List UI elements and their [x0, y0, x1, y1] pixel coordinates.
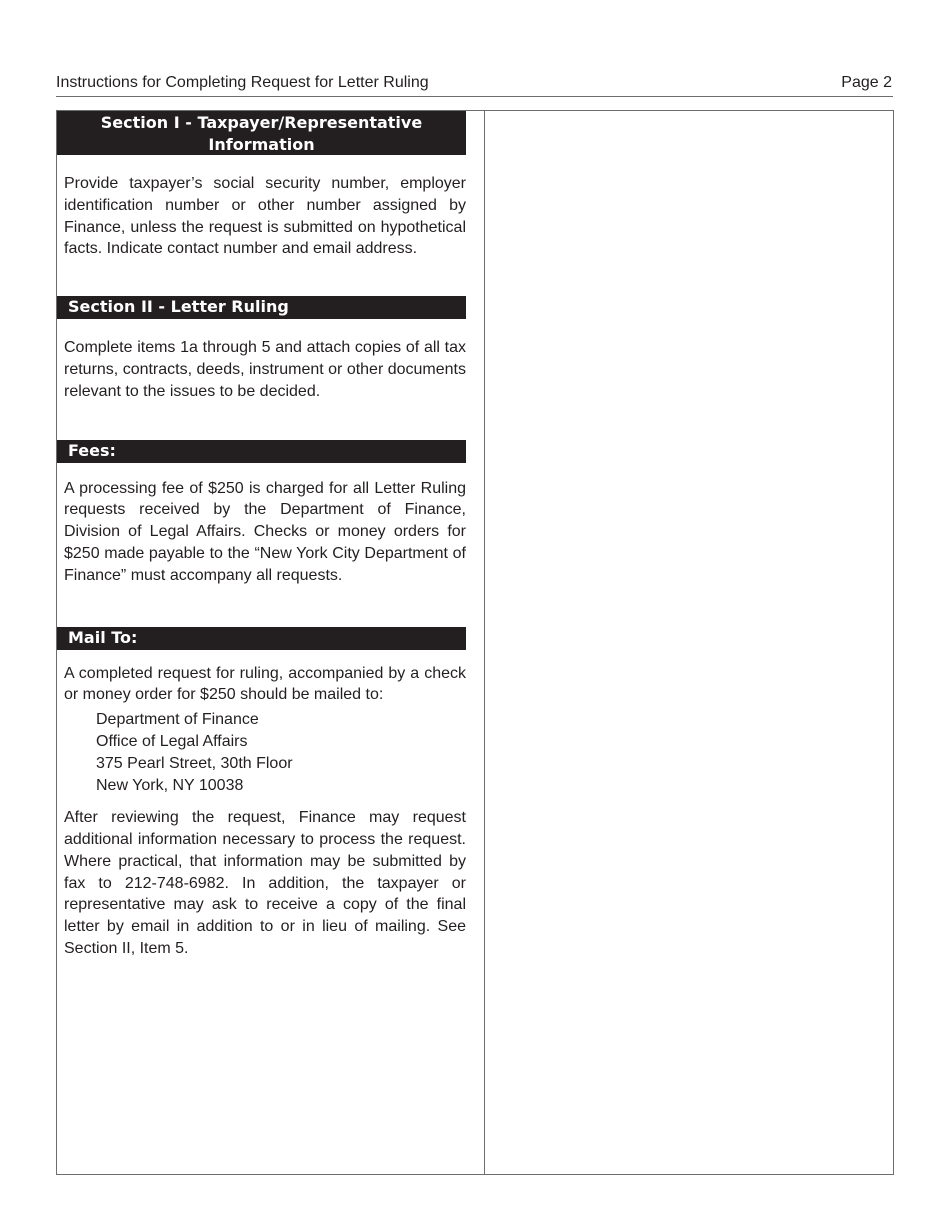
- section-1-body: Provide taxpayer’s social security number, employer identification number or other number assigned by Finance, unless the request is submitted on hypothetical facts. Indicate contact number and email address.: [64, 175, 466, 258]
- mail-to-intro: A completed request for ruling, accompanied by a check or money order for $250 should be mailed to:: [64, 664, 466, 704]
- mailing-address: [57, 709, 466, 797]
- address-line: Department of Finance: [96, 711, 259, 729]
- after-review-paragraph: After reviewing the request, Finance may request additional information necessary to process the request. Where practical, that information may be submitted by fax to 212-748-6982. In addition, the taxpayer or representative may ask to receive a copy of the final letter by email in addition to or in lieu of mailing. See Section II, Item 5.: [64, 809, 466, 957]
- fees-heading: Fees:: [57, 440, 466, 463]
- page-header: [56, 72, 893, 97]
- mail-to-heading: Mail To:: [57, 627, 466, 650]
- section-1-heading: Section I - Taxpayer/Representative Information: [57, 111, 466, 155]
- address-line: New York, NY 10038: [96, 777, 244, 795]
- section-2-heading: Section II - Letter Ruling: [57, 296, 466, 319]
- column-divider: [484, 110, 485, 1175]
- fees-body: A processing fee of $250 is charged for all Letter Ruling requests received by the Department of Finance, Division of Legal Affairs. Checks or money orders for $250 made payable to the “New York City Department of Finance” must accompany all requests.: [64, 479, 466, 584]
- document-title: Instructions for Completing Request for Letter Ruling: [56, 74, 429, 91]
- address-line: Office of Legal Affairs: [96, 733, 248, 751]
- section-2-body: Complete items 1a through 5 and attach copies of all tax returns, contracts, deeds, instrument or other documents relevant to the issues to be decided.: [64, 339, 466, 400]
- address-line: 375 Pearl Street, 30th Floor: [96, 755, 293, 773]
- page-number: Page 2: [841, 74, 892, 91]
- left-column: [57, 111, 466, 960]
